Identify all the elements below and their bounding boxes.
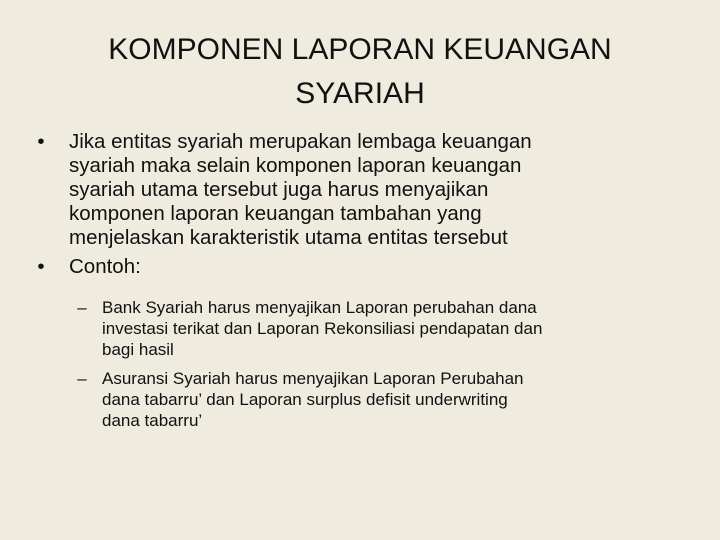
example-sublist xyxy=(29,297,681,431)
subbullet-marker: – xyxy=(77,298,87,317)
bullet-entitas-syariah xyxy=(29,130,681,250)
bullet-text-line: Jika entitas syariah merupakan lembaga keuangan xyxy=(69,130,532,153)
bullet-marker: • xyxy=(37,130,45,153)
slide-title-line-2: SYARIAH xyxy=(295,77,425,110)
bullet-text-line: Contoh: xyxy=(69,255,141,278)
bullet-contoh xyxy=(29,255,681,279)
subbullet-text-line: dana tabarru’ dan Laporan surplus defisit underwriting xyxy=(102,390,508,409)
subbullet-text-line: investasi terikat dan Laporan Rekonsiliasi pendapatan dan xyxy=(102,319,543,338)
slide-content xyxy=(29,130,681,439)
slide-title-line-1: KOMPONEN LAPORAN KEUANGAN xyxy=(108,33,612,66)
bullet-marker: • xyxy=(37,255,45,278)
bullet-text-line: menjelaskan karakteristik utama entitas tersebut xyxy=(69,226,508,249)
subbullet-marker: – xyxy=(77,369,87,388)
subbullet-text-line: Asuransi Syariah harus menyajikan Laporan Perubahan xyxy=(102,369,524,388)
subbullet-text-line: dana tabarru’ xyxy=(102,411,203,430)
slide-title xyxy=(36,28,684,116)
subbullet-bank-syariah xyxy=(72,297,681,360)
subbullet-asuransi-syariah xyxy=(72,368,681,431)
bullet-text-line: syariah utama tersebut juga harus menyajikan xyxy=(69,178,489,201)
subbullet-text-line: bagi hasil xyxy=(102,340,174,359)
bullet-text-line: syariah maka selain komponen laporan keuangan xyxy=(69,154,522,177)
subbullet-text-line: Bank Syariah harus menyajikan Laporan perubahan dana xyxy=(102,298,537,317)
bullet-text-line: komponen laporan keuangan tambahan yang xyxy=(69,202,482,225)
